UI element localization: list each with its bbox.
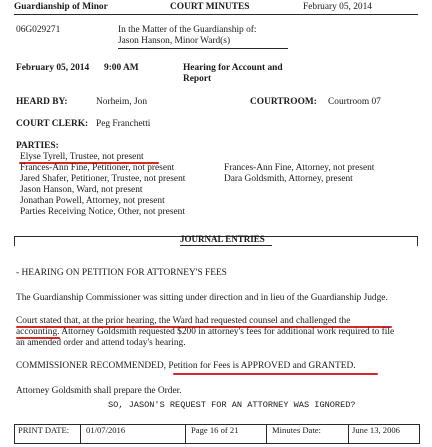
paragraph-1: The Guardianship Commissioner was sitting under direction and in lieu of the Guardianship Judge.: [16, 293, 388, 303]
header-center-title: COURT MINUTES: [170, 2, 250, 12]
party-left-1: Elyse Tyrell, Trustee, not present: [20, 152, 144, 162]
handwritten-annotation: SO, JASON'S REQUEST FOR AN ATTORNEY WAS IGNORED?: [108, 400, 356, 410]
hearing-type-line-1: Hearing for Account and: [183, 63, 283, 73]
paragraph-3-highlight: Petition for Fees is APPROVED and GRANTED.: [168, 361, 356, 371]
header-rule: [14, 14, 418, 15]
party-left-6: Parties Receiving Notice, Other, not present: [20, 207, 185, 217]
print-date-value: 01/07/2016: [86, 425, 126, 435]
paragraph-2-line-2: accounting. Attorney Goldsmith requested $200 in attorney's fees for additional work required to file: [16, 327, 395, 337]
journal-rule-left: [14, 236, 15, 246]
party-left-3: Jared Shafer, Petitioner, Trustee, not present: [20, 174, 186, 184]
section-heading: - HEARING ON PETITION FOR ATTORNEY'S FEES: [16, 268, 227, 278]
minutes-date-value: June 13, 2006: [352, 425, 400, 435]
paragraph-2-line-1: Court stated that, at the prior hearing, the Ward had requested counsel and challenged the: [16, 316, 351, 326]
matter-line-1: In the Matter of the Guardianship of:: [118, 25, 257, 35]
hearing-date: February 05, 2014: [16, 63, 90, 73]
print-date-label: PRINT DATE:: [18, 425, 70, 435]
journal-title-underline: [180, 245, 272, 246]
party-right-1: Frances-Ann Fine, Attorney, not present: [224, 163, 375, 173]
parties-label: PARTIES:: [16, 141, 59, 151]
header-date: February 05, 2014: [303, 2, 372, 12]
party-left-2: Frances-Ann Fine, Petitioner, not present: [20, 163, 175, 173]
paragraph-3-prefix: COMMISSIONER RECOMMENDED,: [16, 361, 169, 371]
footer-divider: [185, 424, 186, 444]
heard-by-value: Norheim, Jon: [96, 97, 148, 107]
heard-by-label: HEARD BY:: [16, 97, 68, 107]
minutes-date-label: Minutes Date:: [272, 425, 321, 435]
party-left-4: Jason Hanson, Ward, not present: [20, 185, 143, 195]
clerk-label: COURT CLERK:: [16, 119, 89, 129]
footer-divider: [266, 424, 267, 444]
courtroom-label: COURTROOM:: [250, 97, 317, 107]
footer-divider: [80, 424, 81, 444]
party-right-2: Dara Goldsmith, Attorney, present: [224, 174, 353, 184]
paragraph-4: Attorney Goldsmith shall prepare the Order.: [16, 386, 182, 396]
header-left-title: Guardianship of Minor: [14, 2, 108, 12]
footer-divider: [348, 424, 349, 444]
highlight-underline: [173, 373, 378, 375]
journal-title: JOURNAL ENTRIES: [180, 234, 265, 244]
paragraph-3: [16, 361, 356, 372]
paragraph-2-line-3: an amended order and attend today's hearing.: [16, 338, 186, 348]
clerk-value: Peg Franchetti: [96, 119, 151, 129]
courtroom-value: Courtroom 07: [328, 97, 381, 107]
matter-underline: [118, 48, 288, 49]
journal-rule-right: [417, 236, 418, 246]
case-number: 06G029271: [16, 25, 61, 35]
matter-line-2: Jason Hanson, Minor Ward(s): [118, 36, 231, 46]
party-left-5: Jonathan Powell, Attorney, not present: [20, 196, 165, 206]
hearing-type-line-2: Report: [183, 74, 212, 84]
hearing-time: 9:00 AM: [104, 63, 139, 73]
page-indicator: Page 16 of 21: [191, 425, 239, 435]
